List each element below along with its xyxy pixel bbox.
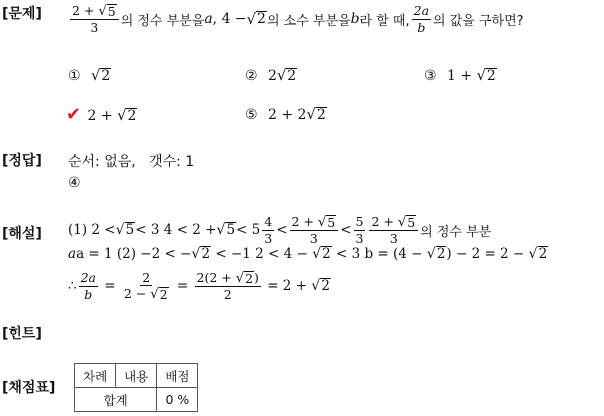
grading-header-points: 배점	[157, 364, 198, 388]
question-fraction: 2 + √ 5 3	[70, 4, 119, 35]
choice-5-marker: ⑤	[245, 107, 258, 123]
grading-header-order: 차례	[75, 364, 116, 388]
choice-2-marker: ②	[245, 68, 258, 84]
explanation-line-2: aa = 1 (2) −2 < − √ 2 < −1 2 < 4 − √ 2 < 3 b = (4 − √ 2 ) − 2 = 2 − √ 2	[68, 246, 548, 263]
choice-4[interactable]: ✔ 2 + √ 2	[66, 104, 137, 125]
explanation-line-1: (1) 2 < √ 5 < 3 4 < 2 + √ 5 < 5 $\frac{4}{3}$ < 2 + √ 5 3 < $\frac{5}{3}$ 2 + √ 5 3 의 정수 부분	[68, 213, 492, 247]
grading-label: [채점표]	[2, 380, 56, 396]
answer-label: [정답]	[2, 153, 42, 169]
grading-header-content: 내용	[116, 364, 157, 388]
choice-3-marker: ③	[424, 68, 437, 84]
question-text: 2 + √ 5 3 의 정수 부분을 a , 4 − √ 2 의 소수 부분을 b 라 할 때, $\frac{2a}{b}$ 의 값을 구하면?	[72, 2, 524, 36]
grading-table	[74, 363, 198, 412]
answer-order-count: 순서: 없음, 갯수: 1	[68, 154, 195, 170]
grading-header-row	[75, 364, 198, 388]
choice-2[interactable]: ② 2 √ 2	[245, 67, 297, 84]
problem-label: [문제]	[2, 6, 42, 22]
hint-label: [힌트]	[2, 326, 42, 342]
question-fraction-2: $\frac{2a}{b}$	[413, 3, 430, 35]
grading-total-row	[75, 388, 198, 412]
checkmark-icon: ✔	[66, 104, 82, 125]
choice-3[interactable]: ③ 1 + √ 2	[424, 67, 496, 84]
choice-1[interactable]: ① √ 2	[68, 67, 111, 84]
grading-total-label: 합계	[75, 388, 157, 412]
choice-5[interactable]: ⑤ 2 + 2 √ 2	[245, 106, 326, 123]
explanation-line-3: ∴ $\frac{2a}{b}$ = 2 2 − √ 2 = 2(2 + √ 2 ) 2 = 2 + √ 2	[68, 269, 330, 303]
choice-1-marker: ①	[68, 68, 81, 84]
answer-choice: ④	[68, 175, 81, 191]
explanation-label: [해설]	[2, 226, 42, 242]
grading-total-value: 0 %	[157, 388, 198, 412]
